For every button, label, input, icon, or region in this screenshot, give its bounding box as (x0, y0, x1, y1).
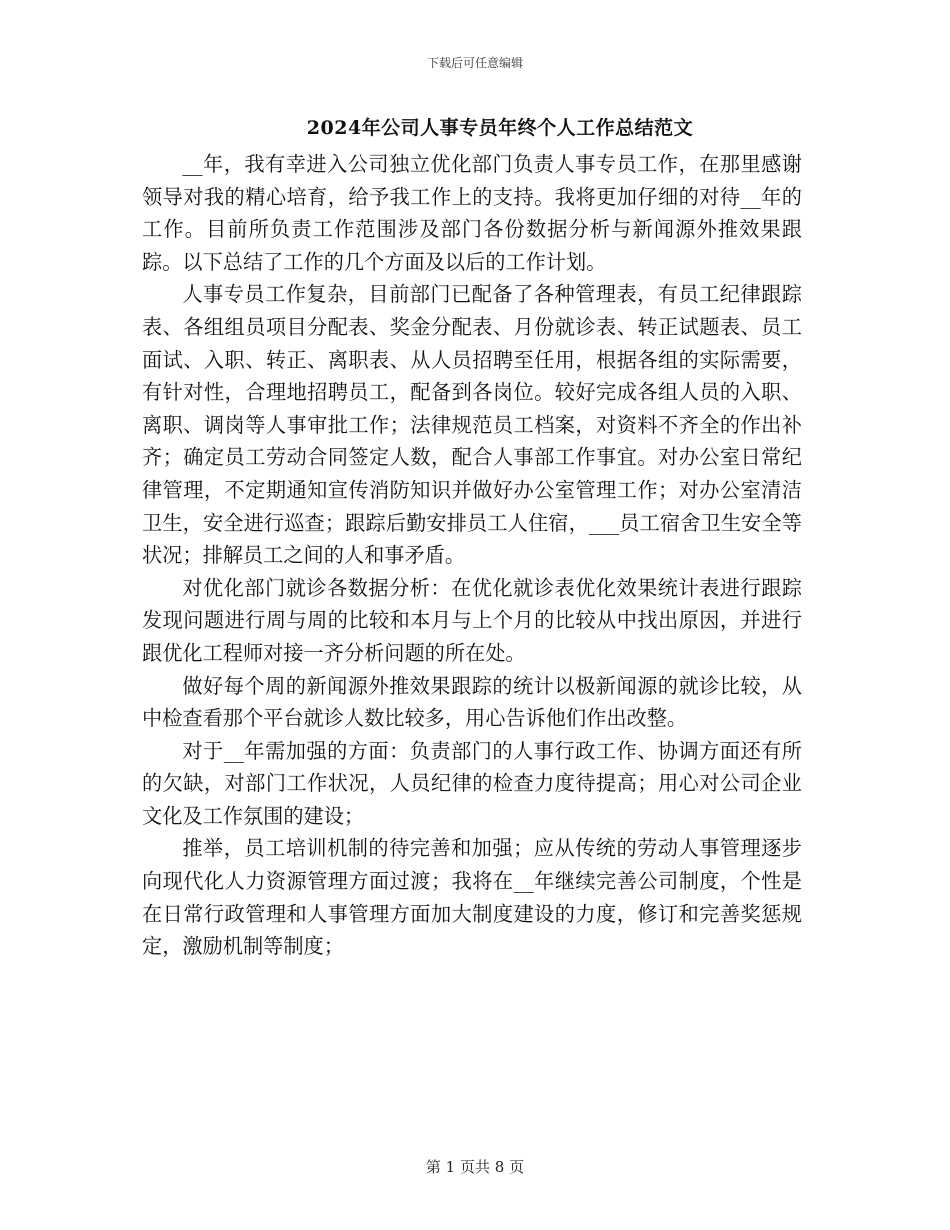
paragraph-news-tracking: 做好每个周的新闻源外推效果跟踪的统计以极新闻源的就诊比较，从中检查看那个平台就诊人数比较多，用心告诉他们作出改整。 (142, 673, 802, 731)
paragraph-data-analysis: 对优化部门就诊各数据分析：在优化就诊表优化效果统计表进行跟踪发现问题进行周与周的比较和本月与上个月的比较从中找出原因，并进行跟优化工程师对接一齐分析问题的所在处。 (142, 575, 802, 665)
document-body (142, 148, 802, 963)
paragraph-training: 推举，员工培训机制的待完善和加强；应从传统的劳动人事管理逐步向现代化人力资源管理方面过渡；我将在__年继续完善公司制度，个性是在日常行政管理和人事管理方面加大制度建设的力度，修订和完善奖惩规定，激励机制等制度； (142, 836, 802, 959)
paragraph-hr-duties: 人事专员工作复杂，目前部门已配备了各种管理表，有员工纪律跟踪表、各组组员项目分配表、奖金分配表、月份就诊表、转正试题表、员工面试、入职、转正、离职表、从人员招聘至任用，根据各组的实际需要，有针对性，合理地招聘员工，配备到各岗位。较好完成各组人员的入职、离职、调岗等人事审批工作；法律规范员工档案，对资料不齐全的作出补齐；确定员工劳动合同签定人数，配合人事部工作事宜。对办公室日常纪律管理，不定期通知宣传消防知识并做好办公室管理工作；对办公室清洁卫生，安全进行巡查；跟踪后勤安排员工人住宿，___员工宿舍卫生安全等状况；排解员工之间的人和事矛盾。 (142, 282, 802, 568)
page-number: 第 1 页共 8 页 (425, 1158, 525, 1176)
header-note: 下载后可任意编辑 (426, 56, 523, 70)
document-title: 2024年公司人事专员年终个人工作总结范文 (306, 117, 694, 139)
paragraph-improvements: 对于__年需加强的方面：负责部门的人事行政工作、协调方面还有所的欠缺，对部门工作状况，人员纪律的检查力度待提高；用心对公司企业文化及工作氛围的建设； (142, 738, 802, 828)
paragraph-intro: __年，我有幸进入公司独立优化部门负责人事专员工作，在那里感谢领导对我的精心培育，给予我工作上的支持。我将更加仔细的对待__年的工作。目前所负责工作范围涉及部门各份数据分析与新闻源外推效果跟踪。以下总结了工作的几个方面及以后的工作计划。 (142, 152, 802, 274)
